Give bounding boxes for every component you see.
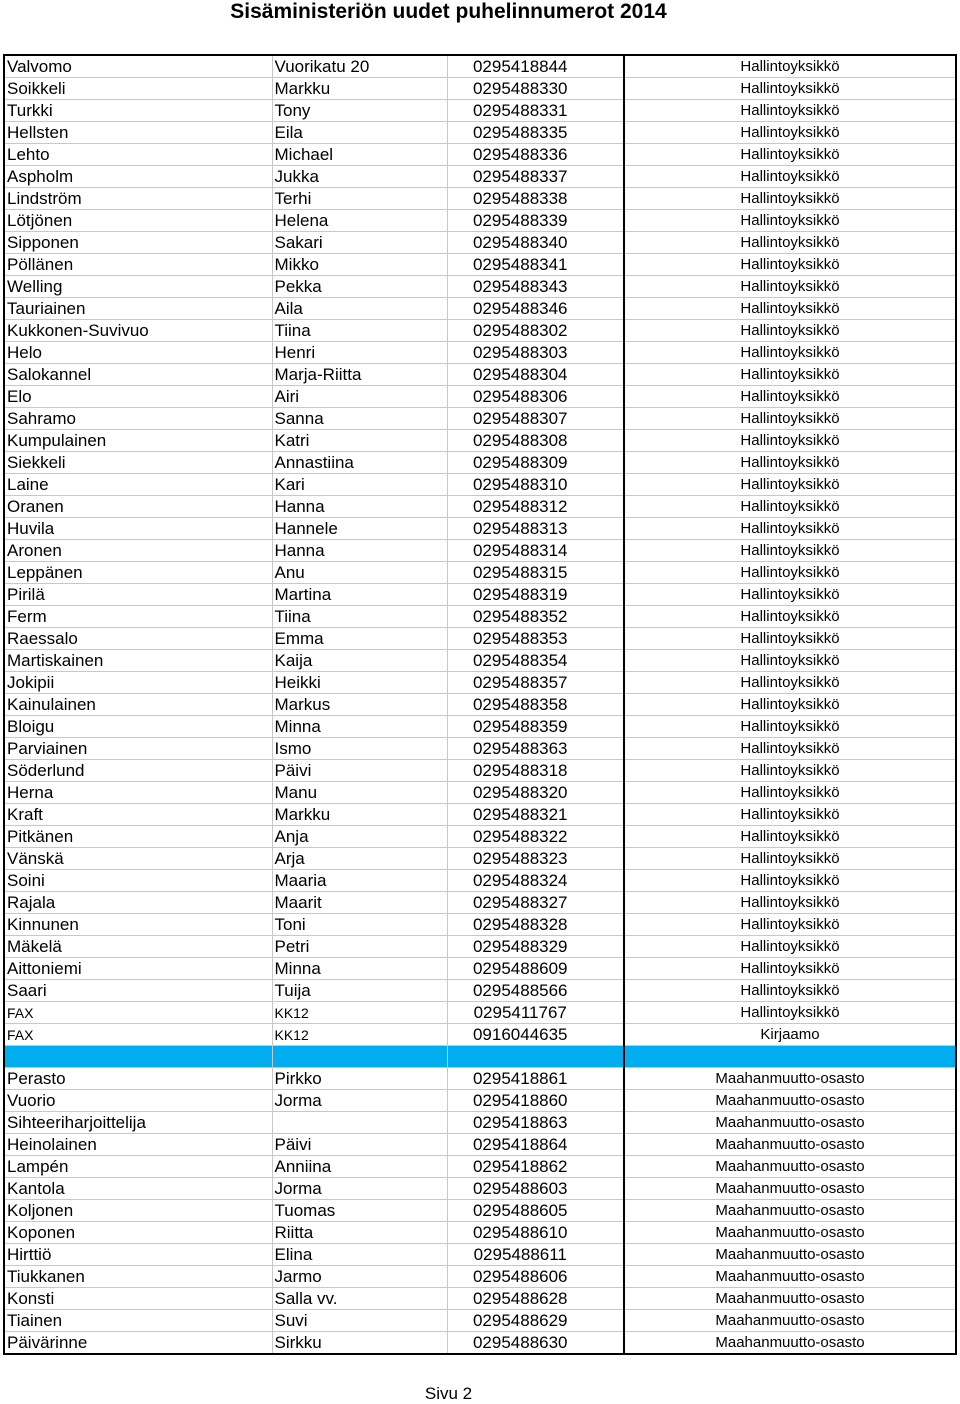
department-cell: Hallintoyksikkö	[624, 430, 956, 452]
table-row	[4, 144, 956, 166]
last-name-cell: Tiainen	[4, 1310, 272, 1332]
first-name-cell: Airi	[272, 386, 447, 408]
department-cell: Hallintoyksikkö	[624, 210, 956, 232]
last-name-cell: Lötjönen	[4, 210, 272, 232]
phone-number-cell: 0295488320	[447, 782, 624, 804]
department-cell: Hallintoyksikkö	[624, 276, 956, 298]
last-name-cell: Sahramo	[4, 408, 272, 430]
department-cell: Hallintoyksikkö	[624, 672, 956, 694]
last-name-cell: Vuorio	[4, 1090, 272, 1112]
first-name-cell: Vuorikatu 20	[272, 55, 447, 78]
phone-number-cell: 0295488313	[447, 518, 624, 540]
table-row	[4, 584, 956, 606]
table-row	[4, 1288, 956, 1310]
first-name-cell: Toni	[272, 914, 447, 936]
department-cell: Hallintoyksikkö	[624, 144, 956, 166]
last-name-cell: Kinnunen	[4, 914, 272, 936]
first-name-cell: Päivi	[272, 760, 447, 782]
first-name-cell: Ismo	[272, 738, 447, 760]
phone-number-cell: 0295488337	[447, 166, 624, 188]
first-name-cell: Terhi	[272, 188, 447, 210]
table-row	[4, 518, 956, 540]
first-name-cell: Tiina	[272, 606, 447, 628]
department-cell: Hallintoyksikkö	[624, 232, 956, 254]
table-row	[4, 188, 956, 210]
divider-cell	[447, 1046, 624, 1068]
phone-number-cell: 0295488353	[447, 628, 624, 650]
phone-number-cell: 0295488308	[447, 430, 624, 452]
first-name-cell: Manu	[272, 782, 447, 804]
last-name-cell: Elo	[4, 386, 272, 408]
phone-number-cell: 0295488330	[447, 78, 624, 100]
table-row	[4, 1200, 956, 1222]
phone-number-cell: 0295488566	[447, 980, 624, 1002]
table-row	[4, 804, 956, 826]
last-name-cell: Soikkeli	[4, 78, 272, 100]
table-row	[4, 1112, 956, 1134]
phone-number-cell: 0295488359	[447, 716, 624, 738]
phone-number-cell: 0295418860	[447, 1090, 624, 1112]
last-name-cell: Lampén	[4, 1156, 272, 1178]
table-row	[4, 254, 956, 276]
first-name-cell: Eila	[272, 122, 447, 144]
table-row	[4, 1134, 956, 1156]
table-row	[4, 1244, 956, 1266]
first-name-cell: Mikko	[272, 254, 447, 276]
phone-number-cell: 0295488306	[447, 386, 624, 408]
first-name-cell: Anniina	[272, 1156, 447, 1178]
department-cell: Hallintoyksikkö	[624, 408, 956, 430]
first-name-cell: Katri	[272, 430, 447, 452]
last-name-cell: Siekkeli	[4, 452, 272, 474]
last-name-cell: Martiskainen	[4, 650, 272, 672]
phone-number-cell: 0295488322	[447, 826, 624, 848]
last-name-cell: Heinolainen	[4, 1134, 272, 1156]
first-name-cell: Kaija	[272, 650, 447, 672]
table-row	[4, 1024, 956, 1046]
department-cell: Hallintoyksikkö	[624, 936, 956, 958]
first-name-cell: Martina	[272, 584, 447, 606]
phone-number-cell: 0295418863	[447, 1112, 624, 1134]
table-row	[4, 826, 956, 848]
first-name-cell: Jarmo	[272, 1266, 447, 1288]
last-name-cell: Soini	[4, 870, 272, 892]
phone-number-cell: 0295488603	[447, 1178, 624, 1200]
first-name-cell: Salla vv.	[272, 1288, 447, 1310]
table-row	[4, 1002, 956, 1024]
first-name-cell: Sakari	[272, 232, 447, 254]
last-name-cell: Herna	[4, 782, 272, 804]
department-cell: Hallintoyksikkö	[624, 166, 956, 188]
department-cell: Maahanmuutto-osasto	[624, 1332, 956, 1355]
last-name-cell: Leppänen	[4, 562, 272, 584]
first-name-cell: Anu	[272, 562, 447, 584]
first-name-cell: Hannele	[272, 518, 447, 540]
last-name-cell: Tiukkanen	[4, 1266, 272, 1288]
first-name-cell: Maaria	[272, 870, 447, 892]
last-name-cell: Laine	[4, 474, 272, 496]
first-name-cell: Pirkko	[272, 1068, 447, 1090]
last-name-cell: Pirilä	[4, 584, 272, 606]
table-row	[4, 1266, 956, 1288]
last-name-cell: Hirttiö	[4, 1244, 272, 1266]
last-name-cell: Jokipii	[4, 672, 272, 694]
phone-number-cell: 0295488321	[447, 804, 624, 826]
first-name-cell: Heikki	[272, 672, 447, 694]
phone-number-cell: 0295488340	[447, 232, 624, 254]
table-row	[4, 320, 956, 342]
first-name-cell: Riitta	[272, 1222, 447, 1244]
first-name-cell: Marja-Riitta	[272, 364, 447, 386]
phone-number-cell: 0295488327	[447, 892, 624, 914]
first-name-cell: Jukka	[272, 166, 447, 188]
first-name-cell: Maarit	[272, 892, 447, 914]
last-name-cell: Perasto	[4, 1068, 272, 1090]
department-cell: Hallintoyksikkö	[624, 55, 956, 78]
department-cell: Hallintoyksikkö	[624, 1002, 956, 1024]
department-cell: Hallintoyksikkö	[624, 650, 956, 672]
table-row	[4, 364, 956, 386]
department-cell: Hallintoyksikkö	[624, 254, 956, 276]
first-name-cell: Kari	[272, 474, 447, 496]
table-row	[4, 738, 956, 760]
department-cell: Hallintoyksikkö	[624, 452, 956, 474]
department-cell: Hallintoyksikkö	[624, 892, 956, 914]
last-name-cell: Aspholm	[4, 166, 272, 188]
department-cell: Hallintoyksikkö	[624, 980, 956, 1002]
phone-number-cell: 0295488312	[447, 496, 624, 518]
page-number: Sivu 2	[424, 1384, 473, 1403]
table-row	[4, 892, 956, 914]
department-cell: Hallintoyksikkö	[624, 364, 956, 386]
department-cell: Maahanmuutto-osasto	[624, 1244, 956, 1266]
table-row	[4, 496, 956, 518]
table-row	[4, 606, 956, 628]
phone-number-cell: 0295488346	[447, 298, 624, 320]
last-name-cell: Kumpulainen	[4, 430, 272, 452]
first-name-cell: KK12	[272, 1024, 447, 1046]
table-row	[4, 78, 956, 100]
table-row	[4, 408, 956, 430]
department-cell: Maahanmuutto-osasto	[624, 1090, 956, 1112]
phone-number-cell: 0295488611	[447, 1244, 624, 1266]
table-row	[4, 100, 956, 122]
phone-number-cell: 0295488309	[447, 452, 624, 474]
table-row	[4, 914, 956, 936]
table-row	[4, 716, 956, 738]
last-name-cell: Ferm	[4, 606, 272, 628]
phone-number-cell: 0295488324	[447, 870, 624, 892]
table-row	[4, 55, 956, 78]
first-name-cell: Aila	[272, 298, 447, 320]
department-cell: Maahanmuutto-osasto	[624, 1156, 956, 1178]
last-name-cell: Kainulainen	[4, 694, 272, 716]
table-row	[4, 782, 956, 804]
phone-number-cell: 0295488336	[447, 144, 624, 166]
last-name-cell: Aronen	[4, 540, 272, 562]
table-row	[4, 232, 956, 254]
table-row	[4, 958, 956, 980]
department-cell: Hallintoyksikkö	[624, 628, 956, 650]
table-row	[4, 870, 956, 892]
table-row	[4, 342, 956, 364]
department-cell: Hallintoyksikkö	[624, 958, 956, 980]
first-name-cell: Michael	[272, 144, 447, 166]
divider-cell	[4, 1046, 272, 1068]
department-cell: Hallintoyksikkö	[624, 496, 956, 518]
department-cell: Maahanmuutto-osasto	[624, 1266, 956, 1288]
department-cell: Hallintoyksikkö	[624, 782, 956, 804]
last-name-cell: Söderlund	[4, 760, 272, 782]
department-cell: Hallintoyksikkö	[624, 826, 956, 848]
department-cell: Hallintoyksikkö	[624, 760, 956, 782]
table-row	[4, 540, 956, 562]
first-name-cell: Annastiina	[272, 452, 447, 474]
table-row	[4, 1178, 956, 1200]
phone-number-cell: 0295488331	[447, 100, 624, 122]
last-name-cell: Rajala	[4, 892, 272, 914]
table-row	[4, 936, 956, 958]
last-name-cell: Valvomo	[4, 55, 272, 78]
department-cell: Hallintoyksikkö	[624, 848, 956, 870]
last-name-cell: Kantola	[4, 1178, 272, 1200]
last-name-cell: Welling	[4, 276, 272, 298]
table-row	[4, 122, 956, 144]
phone-number-cell: 0295488319	[447, 584, 624, 606]
phone-number-cell: 0295488606	[447, 1266, 624, 1288]
directory-body	[4, 55, 956, 1354]
table-row	[4, 672, 956, 694]
last-name-cell: Parviainen	[4, 738, 272, 760]
phone-number-cell: 0295488302	[447, 320, 624, 342]
table-row	[4, 166, 956, 188]
table-row	[4, 1310, 956, 1332]
phone-number-cell: 0295488310	[447, 474, 624, 496]
first-name-cell: Markku	[272, 78, 447, 100]
last-name-cell: FAX	[4, 1024, 272, 1046]
phone-number-cell: 0295488343	[447, 276, 624, 298]
phone-number-cell: 0295488323	[447, 848, 624, 870]
first-name-cell: Sirkku	[272, 1332, 447, 1355]
first-name-cell: Markku	[272, 804, 447, 826]
phone-number-cell: 0295418862	[447, 1156, 624, 1178]
phone-number-cell: 0295488609	[447, 958, 624, 980]
first-name-cell: KK12	[272, 1002, 447, 1024]
department-cell: Hallintoyksikkö	[624, 386, 956, 408]
department-cell: Hallintoyksikkö	[624, 716, 956, 738]
last-name-cell: Bloigu	[4, 716, 272, 738]
table-row	[4, 210, 956, 232]
last-name-cell: Aittoniemi	[4, 958, 272, 980]
phone-number-cell: 0295488352	[447, 606, 624, 628]
table-row	[4, 1156, 956, 1178]
department-cell: Hallintoyksikkö	[624, 540, 956, 562]
department-cell: Hallintoyksikkö	[624, 518, 956, 540]
table-row	[4, 452, 956, 474]
table-row	[4, 1222, 956, 1244]
first-name-cell: Elina	[272, 1244, 447, 1266]
phone-number-cell: 0295488318	[447, 760, 624, 782]
last-name-cell: Kukkonen-Suvivuo	[4, 320, 272, 342]
department-cell: Maahanmuutto-osasto	[624, 1310, 956, 1332]
department-cell: Maahanmuutto-osasto	[624, 1178, 956, 1200]
department-cell: Hallintoyksikkö	[624, 298, 956, 320]
phone-number-cell: 0295411767	[447, 1002, 624, 1024]
last-name-cell: Pitkänen	[4, 826, 272, 848]
phone-number-cell: 0295488307	[447, 408, 624, 430]
last-name-cell: Saari	[4, 980, 272, 1002]
phone-number-cell: 0295488339	[447, 210, 624, 232]
last-name-cell: Päivärinne	[4, 1332, 272, 1355]
department-cell: Hallintoyksikkö	[624, 474, 956, 496]
department-cell: Hallintoyksikkö	[624, 584, 956, 606]
last-name-cell: Pöllänen	[4, 254, 272, 276]
phone-number-cell: 0295418861	[447, 1068, 624, 1090]
table-row	[4, 848, 956, 870]
first-name-cell: Helena	[272, 210, 447, 232]
phone-number-cell: 0295488315	[447, 562, 624, 584]
page-title: Sisäministeriön uudet puhelinnumerot 2014	[230, 0, 667, 23]
first-name-cell: Henri	[272, 342, 447, 364]
first-name-cell: Markus	[272, 694, 447, 716]
first-name-cell: Päivi	[272, 1134, 447, 1156]
phone-number-cell: 0295488303	[447, 342, 624, 364]
section-divider-row	[4, 1046, 956, 1068]
department-cell: Hallintoyksikkö	[624, 320, 956, 342]
department-cell: Hallintoyksikkö	[624, 914, 956, 936]
phone-number-cell: 0295488358	[447, 694, 624, 716]
department-cell: Hallintoyksikkö	[624, 78, 956, 100]
table-row	[4, 650, 956, 672]
table-row	[4, 760, 956, 782]
last-name-cell: Huvila	[4, 518, 272, 540]
divider-cell	[272, 1046, 447, 1068]
phone-number-cell: 0295488328	[447, 914, 624, 936]
last-name-cell: Tauriainen	[4, 298, 272, 320]
first-name-cell: Tony	[272, 100, 447, 122]
phone-number-cell: 0295488630	[447, 1332, 624, 1355]
department-cell: Hallintoyksikkö	[624, 122, 956, 144]
last-name-cell: Sipponen	[4, 232, 272, 254]
department-cell: Hallintoyksikkö	[624, 804, 956, 826]
last-name-cell: Salokannel	[4, 364, 272, 386]
department-cell: Hallintoyksikkö	[624, 870, 956, 892]
department-cell: Hallintoyksikkö	[624, 342, 956, 364]
table-row	[4, 474, 956, 496]
phone-number-cell: 0295488354	[447, 650, 624, 672]
divider-cell	[624, 1046, 956, 1068]
table-row	[4, 276, 956, 298]
first-name-cell: Tuija	[272, 980, 447, 1002]
department-cell: Hallintoyksikkö	[624, 606, 956, 628]
first-name-cell: Jorma	[272, 1090, 447, 1112]
last-name-cell: Turkki	[4, 100, 272, 122]
last-name-cell: Konsti	[4, 1288, 272, 1310]
department-cell: Kirjaamo	[624, 1024, 956, 1046]
last-name-cell: Sihteeriharjoittelija	[4, 1112, 272, 1134]
phone-number-cell: 0295488338	[447, 188, 624, 210]
phone-number-cell: 0295488304	[447, 364, 624, 386]
last-name-cell: Lehto	[4, 144, 272, 166]
phone-number-cell: 0295418844	[447, 55, 624, 78]
last-name-cell: Vänskä	[4, 848, 272, 870]
department-cell: Hallintoyksikkö	[624, 738, 956, 760]
table-row	[4, 298, 956, 320]
department-cell: Hallintoyksikkö	[624, 100, 956, 122]
phone-directory-table	[3, 54, 957, 1355]
department-cell: Maahanmuutto-osasto	[624, 1288, 956, 1310]
last-name-cell: Hellsten	[4, 122, 272, 144]
department-cell: Maahanmuutto-osasto	[624, 1134, 956, 1156]
last-name-cell: Helo	[4, 342, 272, 364]
department-cell: Hallintoyksikkö	[624, 562, 956, 584]
phone-number-cell: 0295418864	[447, 1134, 624, 1156]
table-row	[4, 980, 956, 1002]
first-name-cell: Hanna	[272, 496, 447, 518]
first-name-cell: Arja	[272, 848, 447, 870]
last-name-cell: Oranen	[4, 496, 272, 518]
first-name-cell: Minna	[272, 958, 447, 980]
phone-number-cell: 0295488357	[447, 672, 624, 694]
department-cell: Maahanmuutto-osasto	[624, 1222, 956, 1244]
first-name-cell: Hanna	[272, 540, 447, 562]
first-name-cell: Anja	[272, 826, 447, 848]
phone-number-cell: 0295488605	[447, 1200, 624, 1222]
table-row	[4, 430, 956, 452]
table-row	[4, 1332, 956, 1355]
table-row	[4, 694, 956, 716]
first-name-cell: Emma	[272, 628, 447, 650]
first-name-cell: Tuomas	[272, 1200, 447, 1222]
phone-number-cell: 0295488314	[447, 540, 624, 562]
department-cell: Hallintoyksikkö	[624, 694, 956, 716]
first-name-cell: Petri	[272, 936, 447, 958]
department-cell: Maahanmuutto-osasto	[624, 1112, 956, 1134]
last-name-cell: Raessalo	[4, 628, 272, 650]
first-name-cell: Suvi	[272, 1310, 447, 1332]
department-cell: Hallintoyksikkö	[624, 188, 956, 210]
last-name-cell: Kraft	[4, 804, 272, 826]
phone-number-cell: 0295488628	[447, 1288, 624, 1310]
table-row	[4, 628, 956, 650]
last-name-cell: Koljonen	[4, 1200, 272, 1222]
first-name-cell: Jorma	[272, 1178, 447, 1200]
first-name-cell: Tiina	[272, 320, 447, 342]
phone-number-cell: 0295488329	[447, 936, 624, 958]
phone-number-cell: 0916044635	[447, 1024, 624, 1046]
last-name-cell: Koponen	[4, 1222, 272, 1244]
phone-number-cell: 0295488629	[447, 1310, 624, 1332]
first-name-cell: Sanna	[272, 408, 447, 430]
phone-number-cell: 0295488335	[447, 122, 624, 144]
phone-number-cell: 0295488363	[447, 738, 624, 760]
first-name-cell	[272, 1112, 447, 1134]
department-cell: Maahanmuutto-osasto	[624, 1200, 956, 1222]
first-name-cell: Pekka	[272, 276, 447, 298]
department-cell: Maahanmuutto-osasto	[624, 1068, 956, 1090]
table-row	[4, 1068, 956, 1090]
table-row	[4, 1090, 956, 1112]
phone-number-cell: 0295488610	[447, 1222, 624, 1244]
last-name-cell: FAX	[4, 1002, 272, 1024]
table-row	[4, 386, 956, 408]
phone-number-cell: 0295488341	[447, 254, 624, 276]
table-row	[4, 562, 956, 584]
last-name-cell: Lindström	[4, 188, 272, 210]
first-name-cell: Minna	[272, 716, 447, 738]
last-name-cell: Mäkelä	[4, 936, 272, 958]
